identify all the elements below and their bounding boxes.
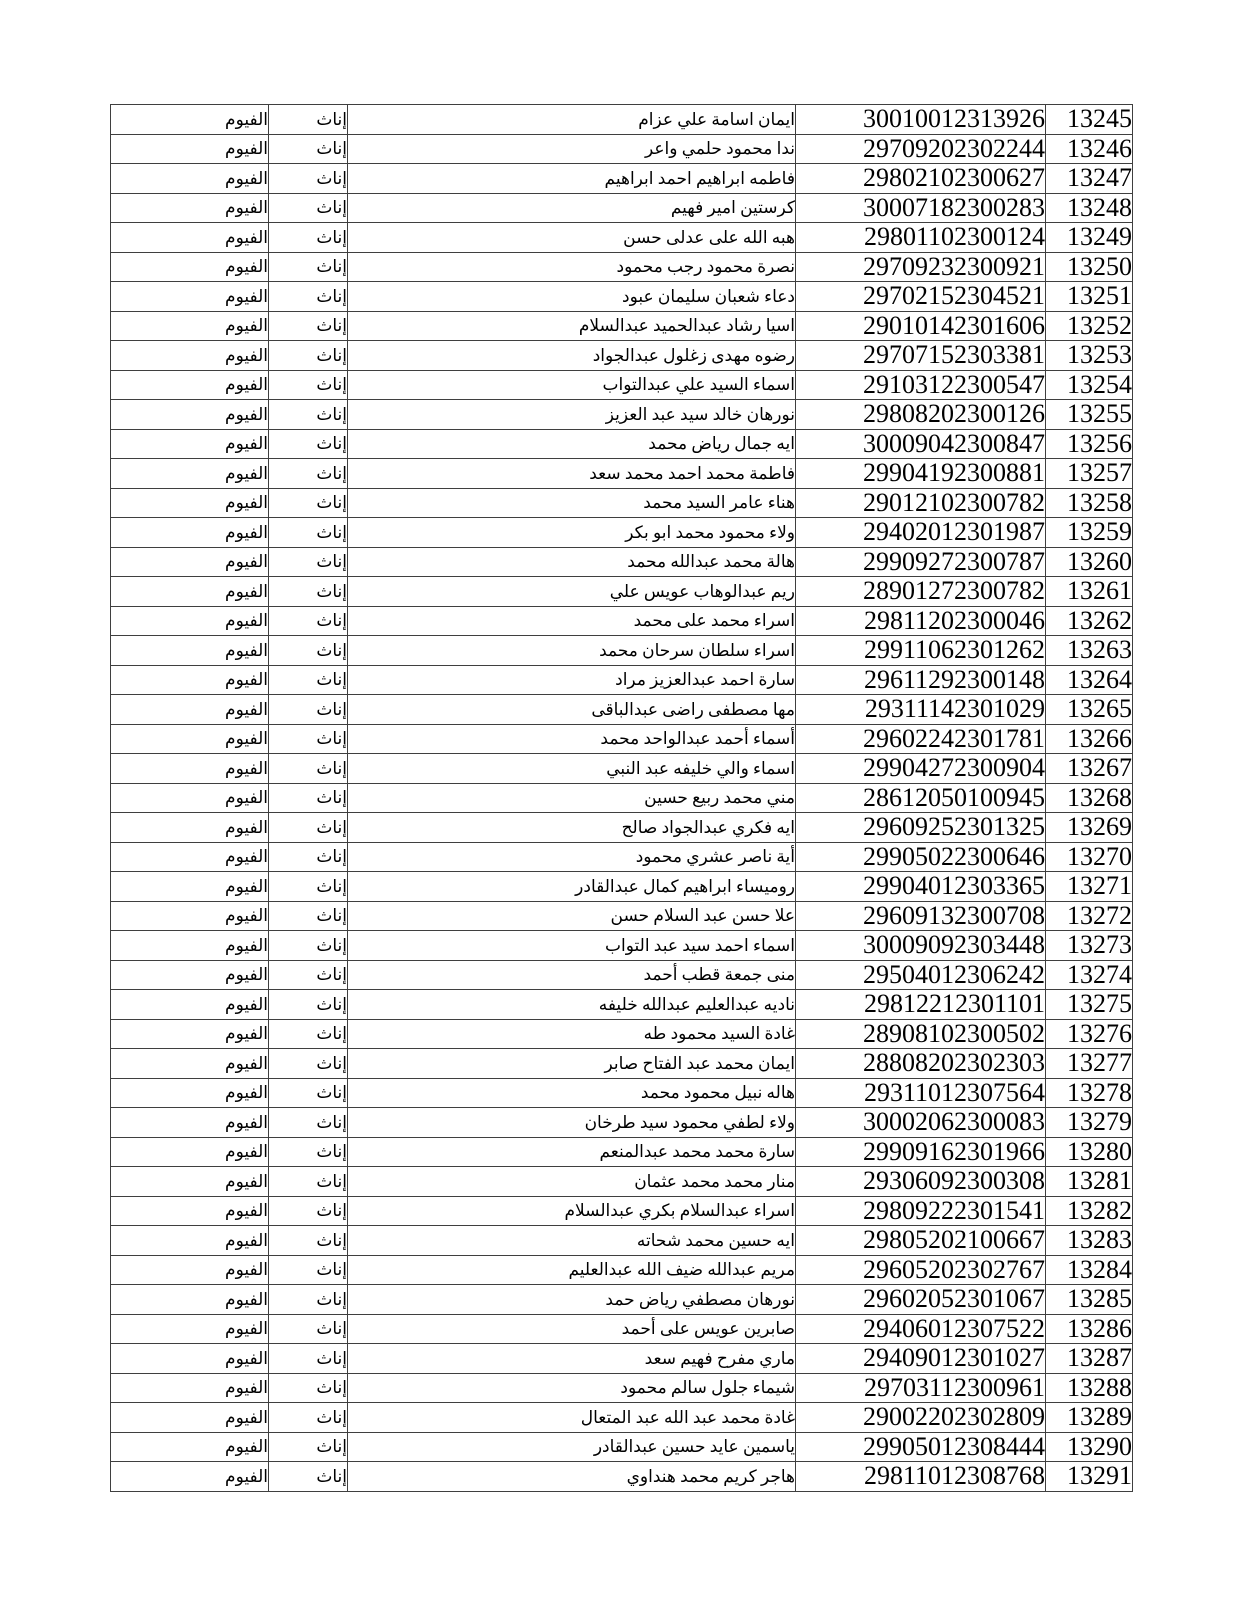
national-id-cell: 29311012307564 [796, 1078, 1046, 1108]
governorate-cell: الفيوم [111, 813, 269, 843]
national-id-cell: 29801102300124 [796, 223, 1046, 253]
person-name-cell: مريم عبدالله ضيف الله عبدالعليم [348, 1255, 796, 1285]
national-id-cell: 29002202302809 [796, 1403, 1046, 1433]
national-id-cell: 29809222301541 [796, 1196, 1046, 1226]
table-row [111, 931, 1133, 961]
person-name-cell: دعاء شعبان سليمان عبود [348, 282, 796, 312]
table-row [111, 1078, 1133, 1108]
gender-cell: إناث [269, 872, 348, 902]
table-row [111, 901, 1133, 931]
national-id-cell: 29605202302767 [796, 1255, 1046, 1285]
gender-cell: إناث [269, 429, 348, 459]
person-name-cell: هالة محمد عبدالله محمد [348, 547, 796, 577]
table-row [111, 1108, 1133, 1138]
gender-cell: إناث [269, 1196, 348, 1226]
person-name-cell: هناء عامر السيد محمد [348, 488, 796, 518]
gender-cell: إناث [269, 842, 348, 872]
gender-cell: إناث [269, 400, 348, 430]
serial-number-cell: 13285 [1046, 1285, 1133, 1315]
national-id-cell: 29609252301325 [796, 813, 1046, 843]
governorate-cell: الفيوم [111, 1108, 269, 1138]
governorate-cell: الفيوم [111, 488, 269, 518]
table-row [111, 282, 1133, 312]
gender-cell: إناث [269, 547, 348, 577]
gender-cell: إناث [269, 134, 348, 164]
gender-cell: إناث [269, 1255, 348, 1285]
serial-number-cell: 13265 [1046, 695, 1133, 725]
gender-cell: إناث [269, 252, 348, 282]
person-name-cell: ندا محمود حلمي واعر [348, 134, 796, 164]
national-id-cell: 28908102300502 [796, 1019, 1046, 1049]
governorate-cell: الفيوم [111, 400, 269, 430]
gender-cell: إناث [269, 1344, 348, 1374]
governorate-cell: الفيوم [111, 1049, 269, 1079]
table-row [111, 1314, 1133, 1344]
national-id-cell: 29909162301966 [796, 1137, 1046, 1167]
governorate-cell: الفيوم [111, 960, 269, 990]
person-name-cell: ايمان محمد عبد الفتاح صابر [348, 1049, 796, 1079]
gender-cell: إناث [269, 636, 348, 666]
person-name-cell: منى جمعة قطب أحمد [348, 960, 796, 990]
national-id-cell: 29103122300547 [796, 370, 1046, 400]
gender-cell: إناث [269, 1078, 348, 1108]
serial-number-cell: 13276 [1046, 1019, 1133, 1049]
table-row [111, 1255, 1133, 1285]
serial-number-cell: 13279 [1046, 1108, 1133, 1138]
national-id-cell: 29703112300961 [796, 1373, 1046, 1403]
table-row [111, 1049, 1133, 1079]
person-name-cell: ايه حسين محمد شحاته [348, 1226, 796, 1256]
national-id-cell: 29812212301101 [796, 990, 1046, 1020]
table-row [111, 636, 1133, 666]
table-row [111, 695, 1133, 725]
gender-cell: إناث [269, 1373, 348, 1403]
governorate-cell: الفيوم [111, 754, 269, 784]
table-row [111, 1196, 1133, 1226]
table-row [111, 105, 1133, 135]
governorate-cell: الفيوم [111, 311, 269, 341]
table-row [111, 193, 1133, 223]
serial-number-cell: 13281 [1046, 1167, 1133, 1197]
national-id-cell: 30010012313926 [796, 105, 1046, 135]
person-name-cell: اسراء محمد على محمد [348, 606, 796, 636]
person-name-cell: اسراء عبدالسلام بكري عبدالسلام [348, 1196, 796, 1226]
gender-cell: إناث [269, 1314, 348, 1344]
serial-number-cell: 13250 [1046, 252, 1133, 282]
serial-number-cell: 13247 [1046, 164, 1133, 194]
table-row [111, 960, 1133, 990]
table-row [111, 223, 1133, 253]
table-row [111, 1373, 1133, 1403]
national-id-cell: 29504012306242 [796, 960, 1046, 990]
gender-cell: إناث [269, 370, 348, 400]
serial-number-cell: 13270 [1046, 842, 1133, 872]
serial-number-cell: 13277 [1046, 1049, 1133, 1079]
person-name-cell: ياسمين عايد حسين عبدالقادر [348, 1432, 796, 1462]
gender-cell: إناث [269, 695, 348, 725]
governorate-cell: الفيوم [111, 872, 269, 902]
serial-number-cell: 13252 [1046, 311, 1133, 341]
serial-number-cell: 13271 [1046, 872, 1133, 902]
person-name-cell: ايه فكري عبدالجواد صالح [348, 813, 796, 843]
table-row [111, 842, 1133, 872]
table-row [111, 1167, 1133, 1197]
table-row [111, 547, 1133, 577]
table-row [111, 252, 1133, 282]
table-row [111, 459, 1133, 489]
table-row [111, 1285, 1133, 1315]
person-name-cell: مها مصطفى راضى عبدالباقى [348, 695, 796, 725]
person-name-cell: روميساء ابراهيم كمال عبدالقادر [348, 872, 796, 902]
gender-cell: إناث [269, 1019, 348, 1049]
serial-number-cell: 13282 [1046, 1196, 1133, 1226]
person-name-cell: رضوه مهدى زغلول عبدالجواد [348, 341, 796, 371]
governorate-cell: الفيوم [111, 134, 269, 164]
national-id-cell: 28901272300782 [796, 577, 1046, 607]
serial-number-cell: 13260 [1046, 547, 1133, 577]
national-id-cell: 29909272300787 [796, 547, 1046, 577]
gender-cell: إناث [269, 223, 348, 253]
governorate-cell: الفيوم [111, 547, 269, 577]
person-name-cell: ولاء لطفي محمود سيد طرخان [348, 1108, 796, 1138]
person-name-cell: اسماء السيد علي عبدالتواب [348, 370, 796, 400]
person-name-cell: غادة السيد محمود طه [348, 1019, 796, 1049]
table-row [111, 1019, 1133, 1049]
person-name-cell: شيماء جلول سالم محمود [348, 1373, 796, 1403]
serial-number-cell: 13280 [1046, 1137, 1133, 1167]
person-name-cell: منار محمد محمد عثمان [348, 1167, 796, 1197]
serial-number-cell: 13246 [1046, 134, 1133, 164]
governorate-cell: الفيوم [111, 1403, 269, 1433]
national-id-cell: 29707152303381 [796, 341, 1046, 371]
table-row [111, 341, 1133, 371]
person-name-cell: هاله نبيل محمود محمد [348, 1078, 796, 1108]
table-row [111, 1344, 1133, 1374]
serial-number-cell: 13248 [1046, 193, 1133, 223]
person-name-cell: أية ناصر عشري محمود [348, 842, 796, 872]
gender-cell: إناث [269, 1226, 348, 1256]
national-id-cell: 29905012308444 [796, 1432, 1046, 1462]
gender-cell: إناث [269, 606, 348, 636]
table-row [111, 606, 1133, 636]
national-id-cell: 29406012307522 [796, 1314, 1046, 1344]
governorate-cell: الفيوم [111, 783, 269, 813]
governorate-cell: الفيوم [111, 1196, 269, 1226]
gender-cell: إناث [269, 901, 348, 931]
national-id-cell: 30009042300847 [796, 429, 1046, 459]
governorate-cell: الفيوم [111, 1462, 269, 1492]
national-id-cell: 29409012301027 [796, 1344, 1046, 1374]
gender-cell: إناث [269, 1137, 348, 1167]
national-id-cell: 29811202300046 [796, 606, 1046, 636]
serial-number-cell: 13263 [1046, 636, 1133, 666]
serial-number-cell: 13258 [1046, 488, 1133, 518]
table-row [111, 872, 1133, 902]
national-id-cell: 30007182300283 [796, 193, 1046, 223]
governorate-cell: الفيوم [111, 695, 269, 725]
national-id-cell: 29602242301781 [796, 724, 1046, 754]
person-name-cell: نورهان خالد سيد عبد العزيز [348, 400, 796, 430]
serial-number-cell: 13261 [1046, 577, 1133, 607]
person-name-cell: ولاء محمود محمد ابو بكر [348, 518, 796, 548]
table-row [111, 990, 1133, 1020]
person-name-cell: سارة احمد عبدالعزيز مراد [348, 665, 796, 695]
gender-cell: إناث [269, 341, 348, 371]
person-name-cell: نورهان مصطفي رياض حمد [348, 1285, 796, 1315]
serial-number-cell: 13278 [1046, 1078, 1133, 1108]
gender-cell: إناث [269, 1108, 348, 1138]
national-id-cell: 29911062301262 [796, 636, 1046, 666]
gender-cell: إناث [269, 577, 348, 607]
gender-cell: إناث [269, 193, 348, 223]
table-row [111, 311, 1133, 341]
governorate-cell: الفيوم [111, 429, 269, 459]
national-id-cell: 29709232300921 [796, 252, 1046, 282]
person-name-cell: اسماء احمد سيد عبد التواب [348, 931, 796, 961]
serial-number-cell: 13283 [1046, 1226, 1133, 1256]
national-id-cell: 29611292300148 [796, 665, 1046, 695]
national-id-cell: 29904272300904 [796, 754, 1046, 784]
national-id-cell: 29904192300881 [796, 459, 1046, 489]
national-id-cell: 29709202302244 [796, 134, 1046, 164]
national-id-cell: 29010142301606 [796, 311, 1046, 341]
governorate-cell: الفيوم [111, 105, 269, 135]
person-name-cell: ايه جمال رياض محمد [348, 429, 796, 459]
person-name-cell: فاطمة محمد احمد محمد سعد [348, 459, 796, 489]
table-row [111, 370, 1133, 400]
gender-cell: إناث [269, 1049, 348, 1079]
gender-cell: إناث [269, 1285, 348, 1315]
serial-number-cell: 13257 [1046, 459, 1133, 489]
table-row [111, 1403, 1133, 1433]
serial-number-cell: 13287 [1046, 1344, 1133, 1374]
gender-cell: إناث [269, 1403, 348, 1433]
governorate-cell: الفيوم [111, 223, 269, 253]
governorate-cell: الفيوم [111, 1373, 269, 1403]
serial-number-cell: 13286 [1046, 1314, 1133, 1344]
governorate-cell: الفيوم [111, 459, 269, 489]
serial-number-cell: 13262 [1046, 606, 1133, 636]
national-id-cell: 29808202300126 [796, 400, 1046, 430]
national-id-cell: 30002062300083 [796, 1108, 1046, 1138]
serial-number-cell: 13267 [1046, 754, 1133, 784]
serial-number-cell: 13254 [1046, 370, 1133, 400]
serial-number-cell: 13269 [1046, 813, 1133, 843]
person-name-cell: ماري مفرح فهيم سعد [348, 1344, 796, 1374]
gender-cell: إناث [269, 813, 348, 843]
table-row [111, 813, 1133, 843]
governorate-cell: الفيوم [111, 1167, 269, 1197]
national-id-cell: 28808202302303 [796, 1049, 1046, 1079]
national-id-cell: 29311142301029 [796, 695, 1046, 725]
person-name-cell: ايمان اسامة علي عزام [348, 105, 796, 135]
serial-number-cell: 13291 [1046, 1462, 1133, 1492]
serial-number-cell: 13245 [1046, 105, 1133, 135]
person-name-cell: مني محمد ربيع حسين [348, 783, 796, 813]
table-row [111, 754, 1133, 784]
serial-number-cell: 13266 [1046, 724, 1133, 754]
national-id-cell: 29012102300782 [796, 488, 1046, 518]
serial-number-cell: 13251 [1046, 282, 1133, 312]
serial-number-cell: 13272 [1046, 901, 1133, 931]
person-name-cell: اسراء سلطان سرحان محمد [348, 636, 796, 666]
gender-cell: إناث [269, 754, 348, 784]
governorate-cell: الفيوم [111, 1137, 269, 1167]
serial-number-cell: 13255 [1046, 400, 1133, 430]
person-name-cell: غادة محمد عبد الله عبد المتعال [348, 1403, 796, 1433]
table-row [111, 1137, 1133, 1167]
gender-cell: إناث [269, 724, 348, 754]
national-id-cell: 28612050100945 [796, 783, 1046, 813]
serial-number-cell: 13275 [1046, 990, 1133, 1020]
governorate-cell: الفيوم [111, 636, 269, 666]
gender-cell: إناث [269, 990, 348, 1020]
governorate-cell: الفيوم [111, 1226, 269, 1256]
person-name-cell: نصرة محمود رجب محمود [348, 252, 796, 282]
person-name-cell: ناديه عبدالعليم عبدالله خليفه [348, 990, 796, 1020]
gender-cell: إناث [269, 105, 348, 135]
table-row [111, 577, 1133, 607]
table-row [111, 488, 1133, 518]
person-name-cell: صابرين عويس على أحمد [348, 1314, 796, 1344]
serial-number-cell: 13256 [1046, 429, 1133, 459]
table-row [111, 134, 1133, 164]
serial-number-cell: 13249 [1046, 223, 1133, 253]
table-row [111, 1432, 1133, 1462]
serial-number-cell: 13284 [1046, 1255, 1133, 1285]
serial-number-cell: 13274 [1046, 960, 1133, 990]
governorate-cell: الفيوم [111, 1344, 269, 1374]
national-id-cell: 29602052301067 [796, 1285, 1046, 1315]
serial-number-cell: 13289 [1046, 1403, 1133, 1433]
gender-cell: إناث [269, 518, 348, 548]
governorate-cell: الفيوم [111, 577, 269, 607]
person-name-cell: فاطمه ابراهيم احمد ابراهيم [348, 164, 796, 194]
roster-table-body [111, 105, 1133, 1492]
person-name-cell: هاجر كريم محمد هنداوي [348, 1462, 796, 1492]
governorate-cell: الفيوم [111, 724, 269, 754]
governorate-cell: الفيوم [111, 252, 269, 282]
governorate-cell: الفيوم [111, 990, 269, 1020]
table-row [111, 164, 1133, 194]
national-id-cell: 29306092300308 [796, 1167, 1046, 1197]
serial-number-cell: 13288 [1046, 1373, 1133, 1403]
gender-cell: إناث [269, 311, 348, 341]
national-id-cell: 29811012308768 [796, 1462, 1046, 1492]
gender-cell: إناث [269, 931, 348, 961]
national-id-cell: 29904012303365 [796, 872, 1046, 902]
serial-number-cell: 13264 [1046, 665, 1133, 695]
table-row [111, 724, 1133, 754]
governorate-cell: الفيوم [111, 1285, 269, 1315]
governorate-cell: الفيوم [111, 1314, 269, 1344]
person-name-cell: اسيا رشاد عبدالحميد عبدالسلام [348, 311, 796, 341]
national-id-cell: 29609132300708 [796, 901, 1046, 931]
serial-number-cell: 13290 [1046, 1432, 1133, 1462]
gender-cell: إناث [269, 665, 348, 695]
governorate-cell: الفيوم [111, 606, 269, 636]
gender-cell: إناث [269, 488, 348, 518]
person-name-cell: اسماء والي خليفه عبد النبي [348, 754, 796, 784]
governorate-cell: الفيوم [111, 1255, 269, 1285]
gender-cell: إناث [269, 783, 348, 813]
person-name-cell: ريم عبدالوهاب عويس علي [348, 577, 796, 607]
serial-number-cell: 13253 [1046, 341, 1133, 371]
governorate-cell: الفيوم [111, 193, 269, 223]
person-name-cell: علا حسن عبد السلام حسن [348, 901, 796, 931]
serial-number-cell: 13259 [1046, 518, 1133, 548]
serial-number-cell: 13268 [1046, 783, 1133, 813]
gender-cell: إناث [269, 164, 348, 194]
table-row [111, 783, 1133, 813]
person-name-cell: سارة محمد محمد عبدالمنعم [348, 1137, 796, 1167]
table-row [111, 400, 1133, 430]
governorate-cell: الفيوم [111, 665, 269, 695]
governorate-cell: الفيوم [111, 518, 269, 548]
table-row [111, 1462, 1133, 1492]
table-row [111, 665, 1133, 695]
governorate-cell: الفيوم [111, 164, 269, 194]
governorate-cell: الفيوم [111, 282, 269, 312]
person-name-cell: أسماء أحمد عبدالواحد محمد [348, 724, 796, 754]
national-id-cell: 30009092303448 [796, 931, 1046, 961]
gender-cell: إناث [269, 1167, 348, 1197]
roster-table [110, 104, 1133, 1492]
governorate-cell: الفيوم [111, 931, 269, 961]
governorate-cell: الفيوم [111, 370, 269, 400]
table-row [111, 1226, 1133, 1256]
person-name-cell: كرستين امير فهيم [348, 193, 796, 223]
governorate-cell: الفيوم [111, 1432, 269, 1462]
person-name-cell: هبه الله على عدلى حسن [348, 223, 796, 253]
national-id-cell: 29702152304521 [796, 282, 1046, 312]
governorate-cell: الفيوم [111, 901, 269, 931]
table-row [111, 518, 1133, 548]
table-row [111, 429, 1133, 459]
serial-number-cell: 13273 [1046, 931, 1133, 961]
gender-cell: إناث [269, 1432, 348, 1462]
gender-cell: إناث [269, 1462, 348, 1492]
governorate-cell: الفيوم [111, 1078, 269, 1108]
national-id-cell: 29905022300646 [796, 842, 1046, 872]
governorate-cell: الفيوم [111, 1019, 269, 1049]
national-id-cell: 29802102300627 [796, 164, 1046, 194]
national-id-cell: 29402012301987 [796, 518, 1046, 548]
gender-cell: إناث [269, 459, 348, 489]
governorate-cell: الفيوم [111, 341, 269, 371]
gender-cell: إناث [269, 960, 348, 990]
national-id-cell: 29805202100667 [796, 1226, 1046, 1256]
governorate-cell: الفيوم [111, 842, 269, 872]
gender-cell: إناث [269, 282, 348, 312]
